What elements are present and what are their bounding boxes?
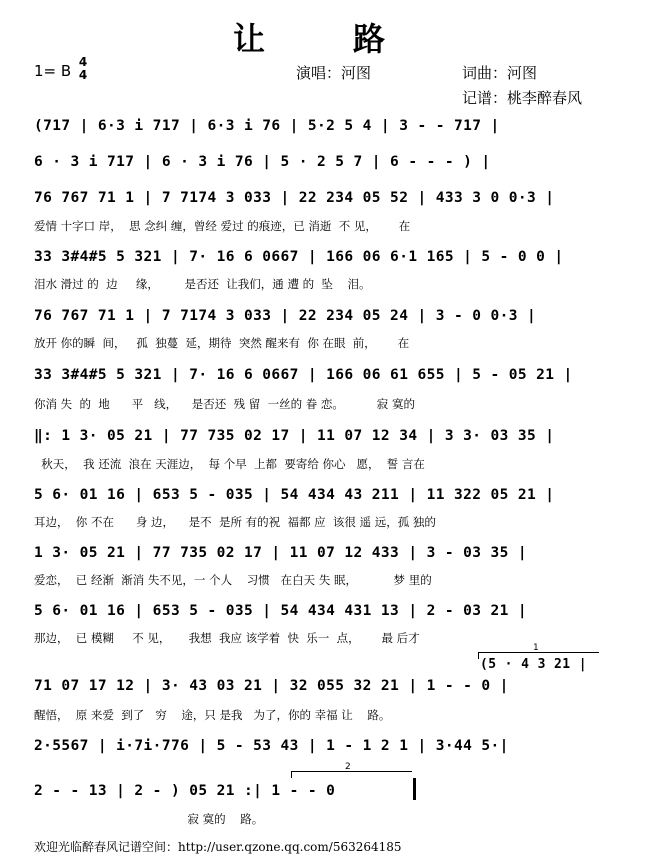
time-signature-top: 4: [78, 55, 88, 69]
score-line: 76 767 71 1 | 7 7174 3 033 | 22 234 05 52 | 433 3 0 0·3 |: [34, 190, 555, 206]
lyric-line: 爱情 十字口 岸， 思 念纠 缠，曾经 爱过 的痕迹，已 消逝 不 见， 在: [34, 219, 411, 233]
lyric-line: 泪水 滑过 的 边 缘， 是否还 让我们，通 遭 的 坠 泪。: [34, 277, 371, 291]
first-ending-number: 1: [533, 643, 539, 653]
score-line: 6 · 3 i 717 | 6 · 3 i 76 | 5 · 2 5 7 | 6 - - - ) |: [34, 154, 491, 170]
lyric-line: 秋天， 我 还流 浪在 天涯边， 每 个早 上都 要寄给 你心 愿， 誓 言在: [34, 457, 425, 471]
score-line: 1 3· 05 21 | 77 735 02 17 | 11 07 12 433 | 3 - 03 35 |: [34, 545, 528, 561]
lyric-line: 你消 失 的 地 平 线， 是否还 残 留 一丝的 眷 恋。 寂 寞的: [34, 397, 415, 411]
key-signature: 1= B: [34, 62, 72, 80]
lyric-line: 放开 你的瞬 间， 孤 独蔓 延，期待 突然 醒来有 你 在眼 前， 在: [34, 336, 410, 350]
lyric-line: 那边， 已 模糊 不 见， 我想 我应 该学着 快 乐一 点， 最 后才: [34, 631, 420, 645]
final-barline: [413, 778, 416, 800]
score-line: 33 3#4#5 5 321 | 7· 16 6 0667 | 166 06 61 655 | 5 - 05 21 |: [34, 367, 573, 383]
singer-credit: 演唱：河图: [296, 64, 372, 82]
lyric-line: 耳边， 你 不在 身 边， 是不 是所 有的祝 福都 应 该很 遥 远，孤 独的: [34, 515, 436, 529]
score-line: (717 | 6·3 i 717 | 6·3 i 76 | 5·2 5 4 | 3 - - 717 |: [34, 118, 500, 134]
lyric-line: 醒悟， 原 来爱 到了 穷 途，只 是我 为了，你的 幸福 让 路。: [34, 708, 391, 722]
transcriber-credit: 记谱：桃李醉春风: [462, 89, 583, 107]
score-line: 71 07 17 12 | 3· 43 03 21 | 32 055 32 21 | 1 - - 0 |: [34, 678, 509, 694]
volta-score: (5 · 4 3 21 |: [480, 657, 587, 672]
score-line: 33 3#4#5 5 321 | 7· 16 6 0667 | 166 06 6·1 165 | 5 - 0 0 |: [34, 249, 564, 265]
time-signature-bottom: 4: [78, 68, 88, 82]
score-line: 5 6· 01 16 | 653 5 - 035 | 54 434 43 211 | 11 322 05 21 |: [34, 487, 555, 503]
score-line: 2·5567 | i·7i·776 | 5 - 53 43 | 1 - 1 2 1 | 3·44 5·|: [34, 738, 509, 754]
lyricist-credit: 词曲：河图: [462, 64, 538, 82]
song-title: 让 路: [232, 20, 413, 58]
time-signature: [77, 56, 89, 82]
score-line: 76 767 71 1 | 7 7174 3 033 | 22 234 05 24 | 3 - 0 0·3 |: [34, 308, 537, 324]
score-line: 2 - - 13 | 2 - ) 05 21 :| 1 - - 0: [34, 783, 336, 799]
score-line: 5 6· 01 16 | 653 5 - 035 | 54 434 431 13 | 2 - 03 21 |: [34, 603, 528, 619]
second-ending-bracket: [291, 771, 412, 778]
second-ending-number: 2: [345, 762, 351, 772]
score-line: ‖: 1 3· 05 21 | 77 735 02 17 | 11 07 12 34 | 3 3· 03 35 |: [34, 428, 555, 444]
lyric-line: 寂 寞的 路。: [34, 812, 264, 826]
footer-credit: 欢迎光临醉春风记谱空间：http://user.qzone.qq.com/563264185: [34, 840, 402, 854]
lyric-line: 爱恋， 已 经渐 渐消 失不见，一 个人 习惯 在白天 失 眠， 梦 里的: [34, 573, 432, 587]
